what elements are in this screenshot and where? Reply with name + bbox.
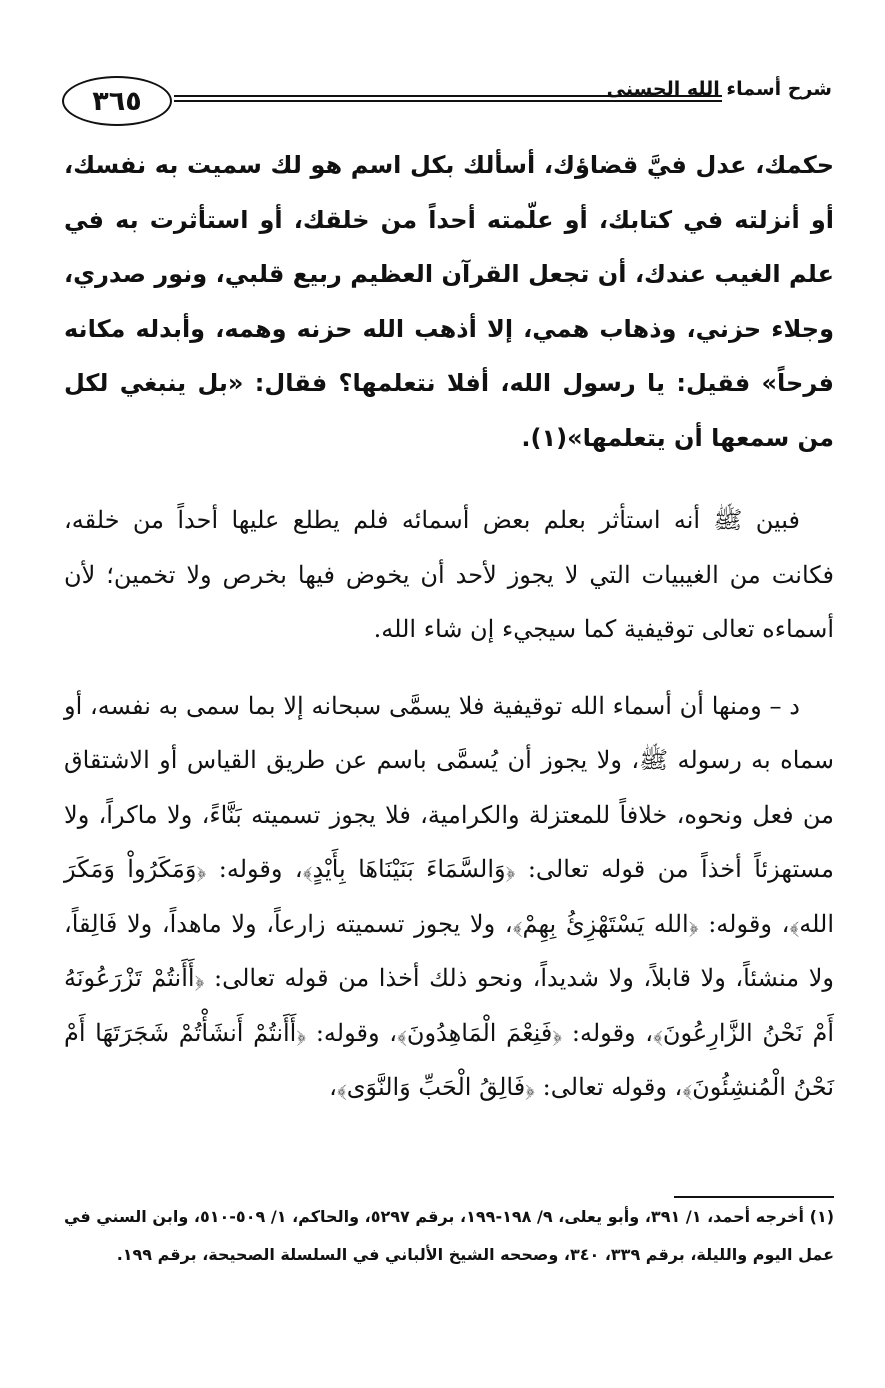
page-header <box>62 72 832 128</box>
paragraph-hadith-continuation: حكمك، عدل فيَّ قضاؤك، أسألك بكل اسم هو لك سميت به نفسك، أو أنزلته في كتابك، أو علّمته أحداً من خلقك، أو استأثرت به في علم الغيب عندك، أن تجعل القرآن العظيم ربيع قلبي، ونور صدري، وجلاء حزني، وذهاب همي، إلا أذهب الله حزنه وهمه، وأبدله مكانه فرحاً» فقيل: يا رسول الله، أفلا نتعلمها؟ فقال: «بل ينبغي لكل من سمعها أن يتعلمها»(١). <box>64 151 834 452</box>
paragraph-explanation: فبين ﷺ أنه استأثر بعلم بعض أسمائه فلم يطلع عليها أحداً من خلقه، فكانت من الغيبيات التي لا يجوز لأحد أن يخوض فيها بخرص ولا تخمين؛ لأن أسماءه تعالى توقيفية كما سيجيء إن شاء الله. <box>64 506 834 643</box>
paragraph-point-dal: د – ومنها أن أسماء الله توقيفية فلا يسمَّى سبحانه إلا بما سمى به نفسه، أو سماه به رسوله ﷺ، ولا يجوز أن يُسمَّى باسم عن طريق القياس أو الاشتقاق من فعل ونحوه، خلافاً للمعتزلة والكرامية، فلا يجوز تسميته بَنَّاءً، ولا ماكراً، ولا مستهزئاً أخذاً من قوله تعالى: ﴿وَالسَّمَاءَ بَنَيْنَاهَا بِأَيْدٍ﴾، وقوله: ﴿وَمَكَرُواْ وَمَكَرَ الله﴾، وقوله: ﴿الله يَسْتَهْزِئُ بِهِمْ﴾، ولا يجوز تسميته زارعاً، ولا ماهداً، ولا فَالِقاً، ولا منشئاً، ولا قابلاً، ولا شديداً، ونحو ذلك أخذا من قوله تعالى: ﴿أَأَنتُمْ تَزْرَعُونَهُ أَمْ نَحْنُ الزَّارِعُونَ﴾، وقوله: ﴿فَنِعْمَ الْمَاهِدُونَ﴾، وقوله: ﴿أَأَنتُمْ أَنشَأْتُمْ شَجَرَتَهَا أَمْ نَحْنُ الْمُنشِئُونَ﴾، وقوله تعالى: ﴿فَالِقُ الْحَبِّ وَالنَّوَى﴾، <box>64 691 834 1101</box>
running-title: شرح أسماء الله الحسنى <box>606 78 832 100</box>
main-text <box>64 138 834 1137</box>
footnote: (١) أخرجه أحمد، ١/ ٣٩١، وأبو يعلى، ٩/ ١٩٨-١٩٩، برقم ٥٢٩٧، والحاكم، ١/ ٥٠٩-٥١٠، وابن السني في عمل اليوم والليلة، برقم ٣٣٩، ٣٤٠، وصححه الشيخ الألباني في السلسلة الصحيحة، برقم ١٩٩. <box>64 1207 835 1264</box>
page-number: ٣٦٥ <box>62 76 172 126</box>
